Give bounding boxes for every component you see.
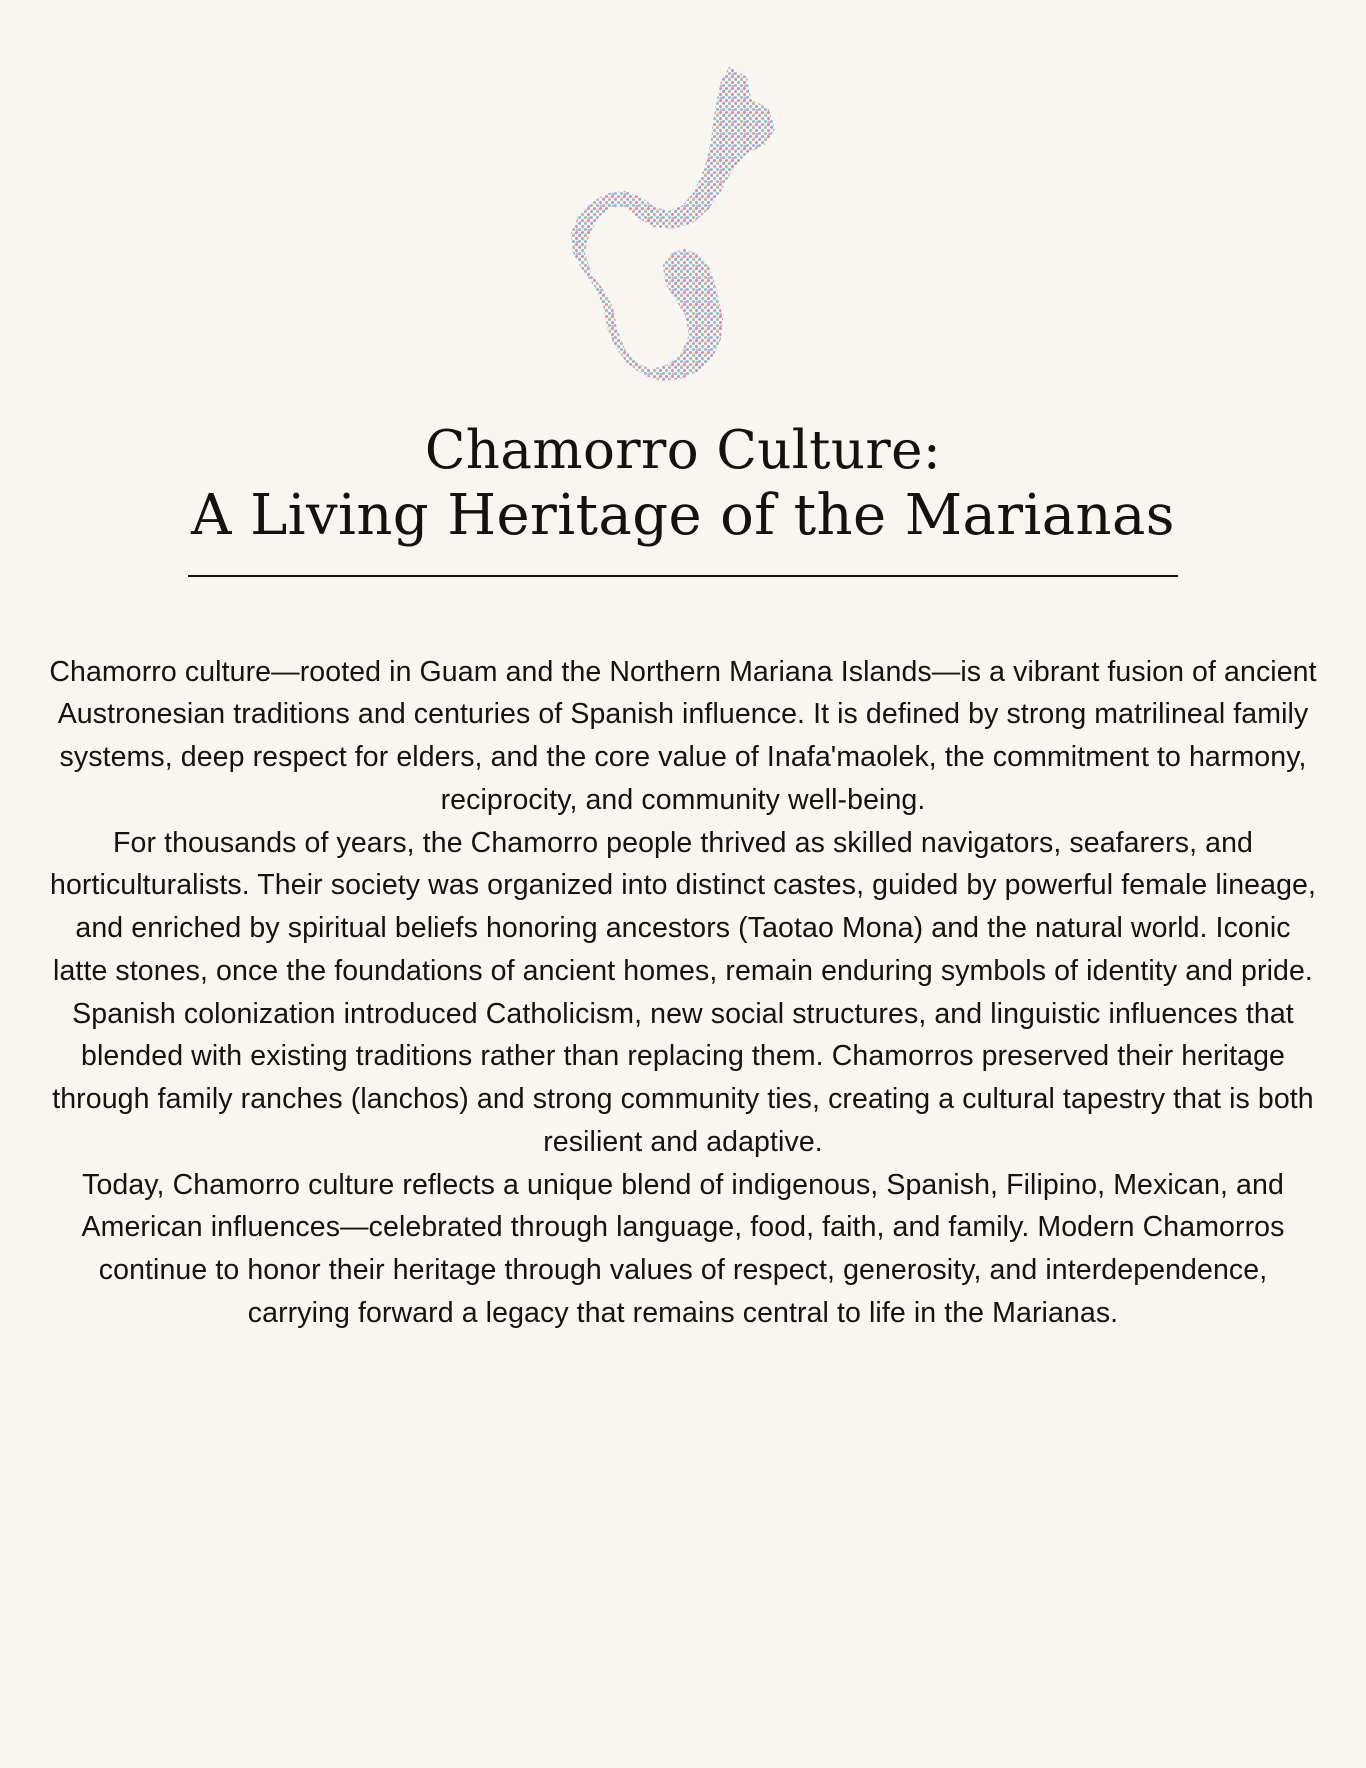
title-line-1: Chamorro Culture:	[424, 420, 942, 481]
paragraph-1: Chamorro culture—rooted in Guam and the Northern Mariana Islands—is a vibrant fusion of ancient Austronesian traditions and centuries of Spanish influence. It is defined by strong matrilineal family systems, deep respect for elders, and the core value of Inafa'maolek, the commitment to harmony, reciprocity, and community well-being.	[49, 655, 1317, 816]
body-copy	[38, 651, 1328, 1395]
guam-island-map-illustration	[503, 42, 863, 402]
guam-island-dotted-map-icon	[533, 57, 833, 387]
title-line-2: A Living Heritage of the Marianas	[191, 482, 1175, 548]
paragraph-2: For thousands of years, the Chamorro people thrived as skilled navigators, seafarers, and horticulturalists. Their society was organized into distinct castes, guided by powerful female lineage, and enriched by spiritual beliefs honoring ancestors (Taotao Mona) and the natural world. Iconic latte stones, once the foundations of ancient homes, remain enduring symbols of identity and pride.	[50, 826, 1316, 987]
page-title	[183, 420, 1183, 577]
paragraph-3: Spanish colonization introduced Catholicism, new social structures, and linguistic influences that blended with existing traditions rather than replacing them. Chamorros preserved their heritage through family ranches (lanchos) and strong community ties, creating a cultural tapestry that is both resilient and adaptive.	[52, 997, 1314, 1158]
paragraph-4: Today, Chamorro culture reflects a unique blend of indigenous, Spanish, Filipino, Mexican, and American influences—celebrated through language, food, faith, and family. Modern Chamorros continue to honor their heritage through values of respect, generosity, and interdependence, carrying forward a legacy that remains central to life in the Marianas.	[81, 1168, 1285, 1329]
title-divider	[188, 575, 1178, 577]
